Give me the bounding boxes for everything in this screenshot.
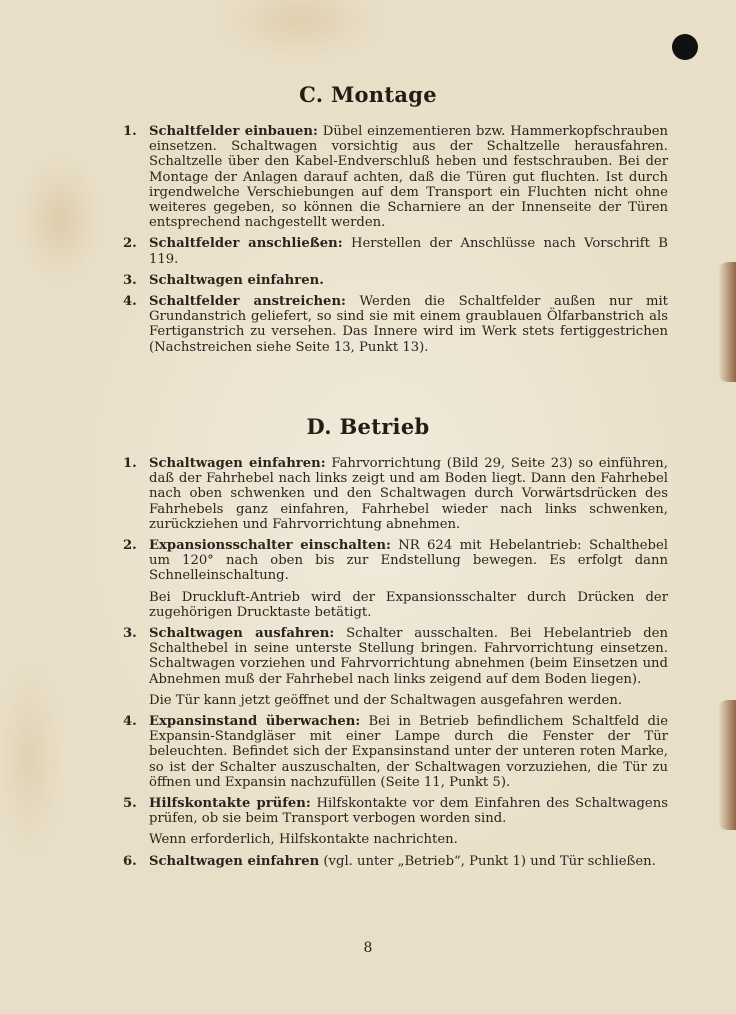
list-item xyxy=(123,626,668,708)
item-number: 2. xyxy=(123,236,137,252)
item-title: Schaltwagen ausfahren: xyxy=(149,626,335,642)
montage-list xyxy=(123,124,668,361)
item-text: Schalter ausschalten. Bei Hebelantrieb den Schalthebel in seine unterste Stellung bringen. Fahrvorrichtung einsetzen. Schaltwagen vorziehen und Fahrvorrichtung abnehmen (beim Einsetzen und Abnehmen muß der Fahrhebel nach links zeigend auf dem Boden liegen). xyxy=(149,626,668,687)
item-number: 5. xyxy=(123,796,137,812)
list-item xyxy=(123,796,668,848)
item-title: Hilfskontakte prüfen: xyxy=(149,796,311,812)
item-title: Schaltfelder einbauen: xyxy=(149,124,318,139)
punch-hole xyxy=(672,34,698,60)
item-title: Schaltwagen einfahren: xyxy=(149,456,326,471)
item-number: 1. xyxy=(123,124,137,139)
item-text: (vgl. unter „Betrieb“, Punkt 1) und Tür schließen. xyxy=(323,853,656,869)
page-number: 8 xyxy=(363,940,373,956)
list-item xyxy=(123,538,668,620)
item-text: Bei in Betrieb befindlichem Schaltfeld die Expansin-Standgläser mit einer Lampe durch die Fenster der Tür beleuchten. Befindet sich der Expansinstand unter der unteren roten Marke, so ist der Schalter auszuschalten, der Schaltwagen vorzuziehen, die Tür zu öffnen und Expansin nachzufüllen (Seite 11, Punkt 5). xyxy=(149,714,668,790)
item-title: Schaltwagen einfahren. xyxy=(149,272,324,288)
item-text: Dübel einzementieren bzw. Hammerkopfschrauben einsetzen. Schaltwagen vorsichtig aus der Schaltzelle herausfahren. Schaltzelle über den Kabel-Endverschluß heben und festschrauben. Bei der Montage der Anlagen darauf achten, daß die Türen gut fluchten. Ist durch irgendwelche Verschiebungen auf dem Transport ein Fluchten nicht ohne weiteres gegeben, so können die Scharniere an der Innenseite der Türen entsprechend nachgestellt werden. xyxy=(149,124,668,231)
item-number: 1. xyxy=(123,456,137,471)
item-text: Fahrvorrichtung (Bild 29, Seite 23) so einführen, daß der Fahrhebel nach links zeigt und am Boden liegt. Dann den Fahrhebel nach oben schwenken und den Schaltwagen durch Vorwärtsdrücken des Fahrhebels ganz einfahren, Fahrhebel wieder nach links schwenken, zurückziehen und Fahrvorrichtung abnehmen. xyxy=(149,456,668,532)
item-title: Expansinstand überwachen: xyxy=(149,714,361,730)
betrieb-list xyxy=(123,456,668,875)
item-text: Hilfskontakte vor dem Einfahren des Schaltwagens prüfen, ob sie beim Transport verbogen worden sind. xyxy=(149,796,668,827)
item-number: 3. xyxy=(123,272,137,288)
item-extra-text: Wenn erforderlich, Hilfskontakte nachrichten. xyxy=(149,832,458,848)
list-item xyxy=(123,854,668,869)
item-number: 3. xyxy=(123,626,137,642)
item-extra-text: Die Tür kann jetzt geöffnet und der Schaltwagen ausgefahren werden. xyxy=(149,692,623,708)
item-text: Herstellen der Anschlüsse nach Vorschrift B 119. xyxy=(149,236,668,267)
list-item xyxy=(123,273,668,288)
list-item xyxy=(123,456,668,532)
edge-damage xyxy=(718,700,736,830)
item-number: 4. xyxy=(123,294,137,310)
item-title: Schaltfelder anstreichen: xyxy=(149,294,346,310)
item-title: Schaltwagen einfahren xyxy=(149,853,320,869)
section-heading-montage: C. Montage xyxy=(299,82,437,107)
list-item xyxy=(123,124,668,230)
item-title: Schaltfelder anschließen: xyxy=(149,236,343,252)
item-title: Expansionsschalter einschalten: xyxy=(149,538,391,554)
item-number: 2. xyxy=(123,538,137,554)
list-item xyxy=(123,236,668,266)
list-item xyxy=(123,714,668,790)
item-text: Werden die Schaltfelder außen nur mit Grundanstrich geliefert, so sind sie mit einem graublauen Ölfarbanstrich als Fertiganstrich zu versehen. Das Innere wird im Werk stets fertiggestrichen (Nachstreichen siehe Seite 13, Punkt 13). xyxy=(149,294,668,355)
item-text: NR 624 mit Hebelantrieb: Schalthebel um 120° nach oben bis zur Endstellung bewegen. Es erfolgt dann Schnelleinschaltung. xyxy=(149,538,668,584)
item-extra-text: Bei Druckluft-Antrieb wird der Expansionsschalter durch Drücken der zugehörigen Drucktaste betätigt. xyxy=(149,589,668,620)
item-number: 6. xyxy=(123,853,137,869)
item-number: 4. xyxy=(123,714,137,730)
section-heading-betrieb: D. Betrieb xyxy=(306,414,430,439)
edge-damage xyxy=(718,262,736,382)
list-item xyxy=(123,294,668,355)
